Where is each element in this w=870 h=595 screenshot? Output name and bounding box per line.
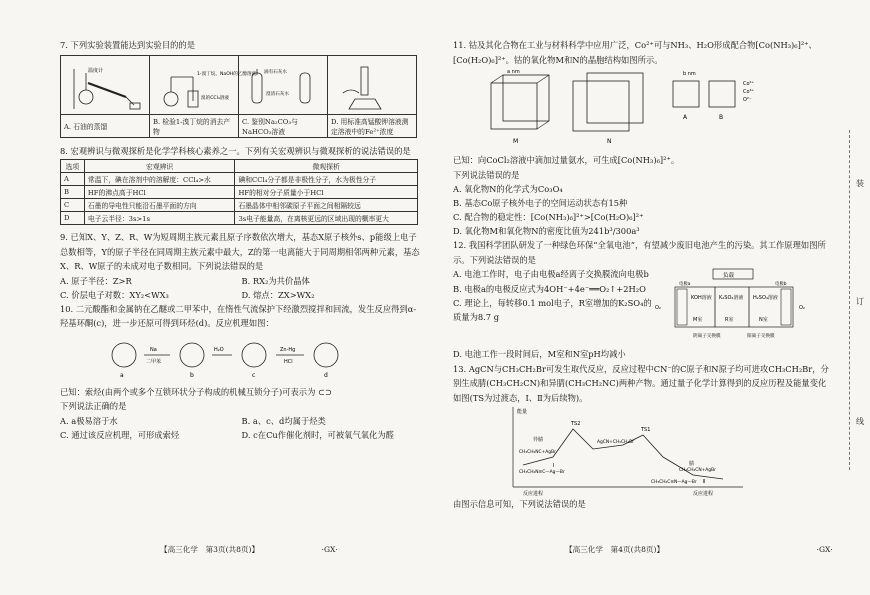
label-cell-b: B (719, 114, 724, 122)
q13-stem: 13. AgCN与CH₃CH₂Br可发生取代反应，反应过程中CN⁻的C原子和N原子均可进攻CH₃CH₂Br，分别生成腈(CH₃CH₂CN)和异腈(CH₃CH₂NC)两种产物。通过量子化学计算得到的反应历程及能量变化如图(TS为过渡态，Ⅰ、Ⅱ为后续物)。 (453, 363, 829, 403)
cell1-label: KOH溶液 (691, 295, 712, 302)
table-cell: 电子云半径：3s>1s (84, 212, 235, 225)
side-mark-line: 线 (856, 417, 864, 426)
q11-option-a: A. 氧化物N的化学式为Co₃O₄ (453, 184, 563, 195)
label-hcl: HCl (284, 358, 293, 365)
cell2-label: K₂SO₄溶液 (719, 295, 744, 302)
acyloin-scheme (100, 331, 370, 381)
q8-table (60, 159, 418, 225)
label-znhg: Zn-Hg (280, 346, 296, 353)
q7-option-b: B. 检验1-溴丁烷的消去产物 (150, 114, 239, 137)
reaction-coordinate-label-left: 反应进程 (523, 491, 544, 498)
distillation-apparatus-icon (64, 65, 146, 111)
ts1-label: TS1 (641, 427, 651, 434)
label-h2o: H₂O (214, 346, 224, 353)
table-cell: 碘和CCl₄分子都是非极性分子，水为极性分子 (235, 173, 418, 186)
side-mark-bind: 装 (856, 179, 864, 188)
reagent-label: 1-溴丁烷、NaOH的乙醇溶液 (197, 71, 257, 77)
label-c: c (252, 371, 256, 379)
q10-note (60, 385, 423, 400)
q11-stem: 11. 钴及其化合物在工业与材料科学中应用广泛，Co²⁺可与NH₃、H₂O形成配合物[Co(NH₃)₆]²⁺、[Co(H₂O)₆]²⁺。钴的氧化物M和N的晶胞结构如图所示。 (453, 40, 817, 65)
membrane2-label: 阳离子交换膜 (747, 334, 775, 340)
q11-ask: 下列说法错误的是 (453, 169, 520, 180)
ccl4-label: 溴的CCl₄溶液 (201, 95, 229, 101)
room-n-label: N室 (759, 317, 768, 324)
q7-cell-a (61, 55, 150, 114)
battery-diagram (653, 267, 823, 347)
q11-option-c: C. 配合物的稳定性：[Co(NH₃)₆]²⁺>[Co(H₂O)₆]²⁺ (453, 212, 644, 223)
electrode-b-label: 电极b (775, 282, 787, 288)
intermediate-nc-label: CH₃CH₂N≡C—Ag—Br (519, 470, 565, 476)
load-label: 负载 (723, 273, 735, 280)
crystal-cells-diagram (473, 67, 773, 149)
q10-option-a: A. a极易溶于水 (60, 415, 118, 426)
q11-option-d: D. 氧化物M和氧化物N的密度比值为241b³/300a³ (453, 226, 640, 237)
product-cn-label: CH₃CH₂CN+AgBr (679, 468, 716, 474)
q13-ask: 由图示信息可知，下列说法错误的是 (453, 499, 586, 510)
carbonate-test-apparatus-icon (242, 65, 324, 111)
table-cell: 石墨的导电性只能沿石墨平面的方向 (84, 199, 235, 212)
clear-limewater-label: 澄清石灰水 (266, 91, 289, 97)
side-mark-staple: 订 (856, 297, 864, 306)
q7-option-c: C. 鉴别Na₂CO₃与NaHCO₃溶液 (239, 114, 328, 137)
q8-header-option: 选项 (61, 160, 85, 173)
intermediate-2-label: Ⅱ (703, 479, 706, 486)
q8-stem: 8. 宏观辨识与微观探析是化学学科核心素养之一。下列有关宏观辨识与微观探析的说法错误的是 (60, 145, 411, 156)
label-xylene: 二甲苯 (146, 358, 162, 365)
footer-right (565, 544, 833, 555)
q12-option-b: B. 电极a的电极反应式为4OH⁻+4e⁻══O₂↑+2H₂O (453, 283, 646, 294)
q10-option-d: D. c在Cu作催化剂时，可被氧气氧化为醛 (241, 429, 394, 440)
q9-option-b: B. RX₂为共价晶体 (241, 275, 310, 286)
legend-co3: Co³⁺ (743, 89, 755, 96)
q12-option-c: C. 理论上，每转移0.1 mol电子，R室增加的K₂SO₄的质量为8.7 g (453, 297, 652, 322)
table-row (61, 186, 418, 199)
q10-stem: 10. 二元酸酯和金属钠在乙醚或二甲苯中，在惰性气流保护下经激烈搅拌和回流，发生反应得到α-羟基环酮(c)，进一步还原可得到环烃(d)。反应机理如图： (60, 303, 417, 329)
table-cell: 常温下，碘在溶剂中的溶解度：CCl₄>水 (84, 173, 235, 186)
label-a-nm: a nm (507, 69, 520, 76)
label-m: M (513, 138, 519, 146)
q11-option-b: B. 基态Co原子核外电子的空间运动状态有15种 (453, 198, 628, 209)
label-d: d (324, 371, 328, 379)
footer-left-title: 【高三化学 第3页(共8页)】 (160, 545, 260, 554)
q12-body (453, 267, 830, 347)
legend-o2: O²⁻ (743, 97, 752, 104)
q10-option-c: C. 通过该反应机理，可形成索烃 (60, 429, 180, 440)
table-cell: 3s电子能量高，在离核更远的区域出现的概率更大 (235, 212, 418, 225)
reaction-coordinate-label-right: 反应进程 (693, 491, 714, 498)
table-row (61, 199, 418, 212)
q11-options (453, 182, 830, 238)
q10-note-text: 已知：索烃(由两个或多个互锁环状分子构成的机械互锁分子)可表示为 (60, 386, 316, 397)
q12-option-d: D. 电池工作一段时间后，M室和N室pH均减小 (453, 349, 626, 360)
table-cell: B (61, 186, 85, 199)
footer-left (160, 544, 338, 555)
label-b: b (190, 371, 194, 379)
footer-right-title: 【高三化学 第4页(共8页)】 (565, 545, 665, 554)
label-na: Na (150, 346, 157, 353)
right-page (435, 0, 870, 595)
reactant-label: AgCN+CH₃CH₂Br (597, 440, 634, 446)
q8-header-macro: 宏观辨识 (84, 160, 235, 173)
footer-left-code: ·GX· (321, 545, 338, 554)
q7-cell-c (239, 55, 328, 114)
table-cell: D (61, 212, 85, 225)
product-nc-label: CH₃CH₂NC+AgBr (519, 450, 556, 456)
limewater-drop-label: 滴有石灰水 (264, 69, 287, 75)
room-m-label: M室 (693, 317, 703, 324)
intermediate-1-label: Ⅰ (553, 463, 555, 470)
membrane1-label: 阴离子交换膜 (693, 334, 721, 340)
room-r-label: R室 (725, 317, 734, 324)
elimination-test-apparatus-icon (153, 65, 257, 111)
q10-option-b: B. a、c、d均属于烃类 (241, 415, 326, 426)
table-cell: HF的相对分子质量小于HCl (235, 186, 418, 199)
ts2-label: TS2 (571, 421, 581, 428)
isonitrile-label: 异腈 (533, 437, 544, 444)
binding-line (849, 130, 850, 470)
q12-options (453, 267, 653, 347)
legend-co2: Co²⁺ (743, 81, 755, 88)
intermediate-cn-label: CH₃CH₂C≡N—Ag—Br (651, 480, 697, 486)
q7-cell-b (150, 55, 257, 114)
label-b-nm: b nm (683, 71, 696, 78)
q9-option-c: C. 价层电子对数：XY₂<WX₃ (60, 289, 169, 300)
nitrile-label: 腈 (689, 461, 695, 468)
q7-cell-d (328, 55, 417, 114)
q10-options (60, 414, 423, 442)
o2-right-label: O₂ (799, 305, 805, 312)
o2-left-label: O₂ (655, 305, 661, 312)
label-a: a (120, 371, 124, 379)
label-n: N (607, 138, 612, 146)
table-row (61, 173, 418, 186)
q12-option-a: A. 电池工作时，电子由电极a经离子交换膜流向电极b (453, 269, 649, 280)
q12-stem: 12. 我国科学团队研发了一种绿色环保“全氧电池”，有望减少废旧电池产生的污染。其工作原理如图所示。下列说法错误的是 (453, 240, 826, 265)
q9-stem: 9. 已知X、Y、Z、R、W为短周期主族元素且原子序数依次增大，基态X原子核外s、p能级上电子总数相等，Y的原子半径在同周期主族元素中最大，Z的第一电离能大于同周期相邻两种元素，基态X、R、W原子的未成对电子数相同。下列说法错误的是 (60, 232, 420, 272)
cell3-label: H₂SO₄溶液 (753, 295, 778, 302)
electrode-a-label: 电极a (679, 282, 691, 288)
q9-option-d: D. 熔点：ZX>WX₂ (241, 289, 315, 300)
label-cell-a: A (683, 114, 688, 122)
q7-stem: 7. 下列实验装置能达到实验目的的是 (60, 40, 196, 50)
table-cell: A (61, 173, 85, 186)
q7-option-a: A. 石油的蒸馏 (61, 114, 150, 137)
q9-options (60, 274, 423, 302)
q9-option-a: A. 原子半径：Z>R (60, 275, 132, 286)
catenane-icon: ⊂⊃ (318, 386, 332, 397)
q7-option-d: D. 用标准高锰酸钾溶液测定溶液中的Fe²⁺浓度 (328, 114, 417, 137)
footer-right-code: ·GX· (816, 545, 833, 554)
energy-profile-diagram (493, 405, 753, 498)
table-row (61, 212, 418, 225)
q11-note: 已知：向CoCl₂溶液中滴加过量氨水，可生成[Co(NH₃)₆]²⁺。 (453, 155, 680, 166)
table-cell: C (61, 199, 85, 212)
thermometer-label: 温度计 (88, 67, 104, 74)
titration-apparatus-icon (331, 65, 413, 111)
q10-ask: 下列说法正确的是 (60, 401, 127, 412)
energy-axis-label: 能量 (517, 409, 528, 416)
table-cell: 石墨晶体中相邻碳原子平面之间相隔较远 (235, 199, 418, 212)
q7-apparatus-table (60, 55, 417, 138)
q8-header-micro: 微观探析 (235, 160, 418, 173)
table-cell: HF的沸点高于HCl (84, 186, 235, 199)
